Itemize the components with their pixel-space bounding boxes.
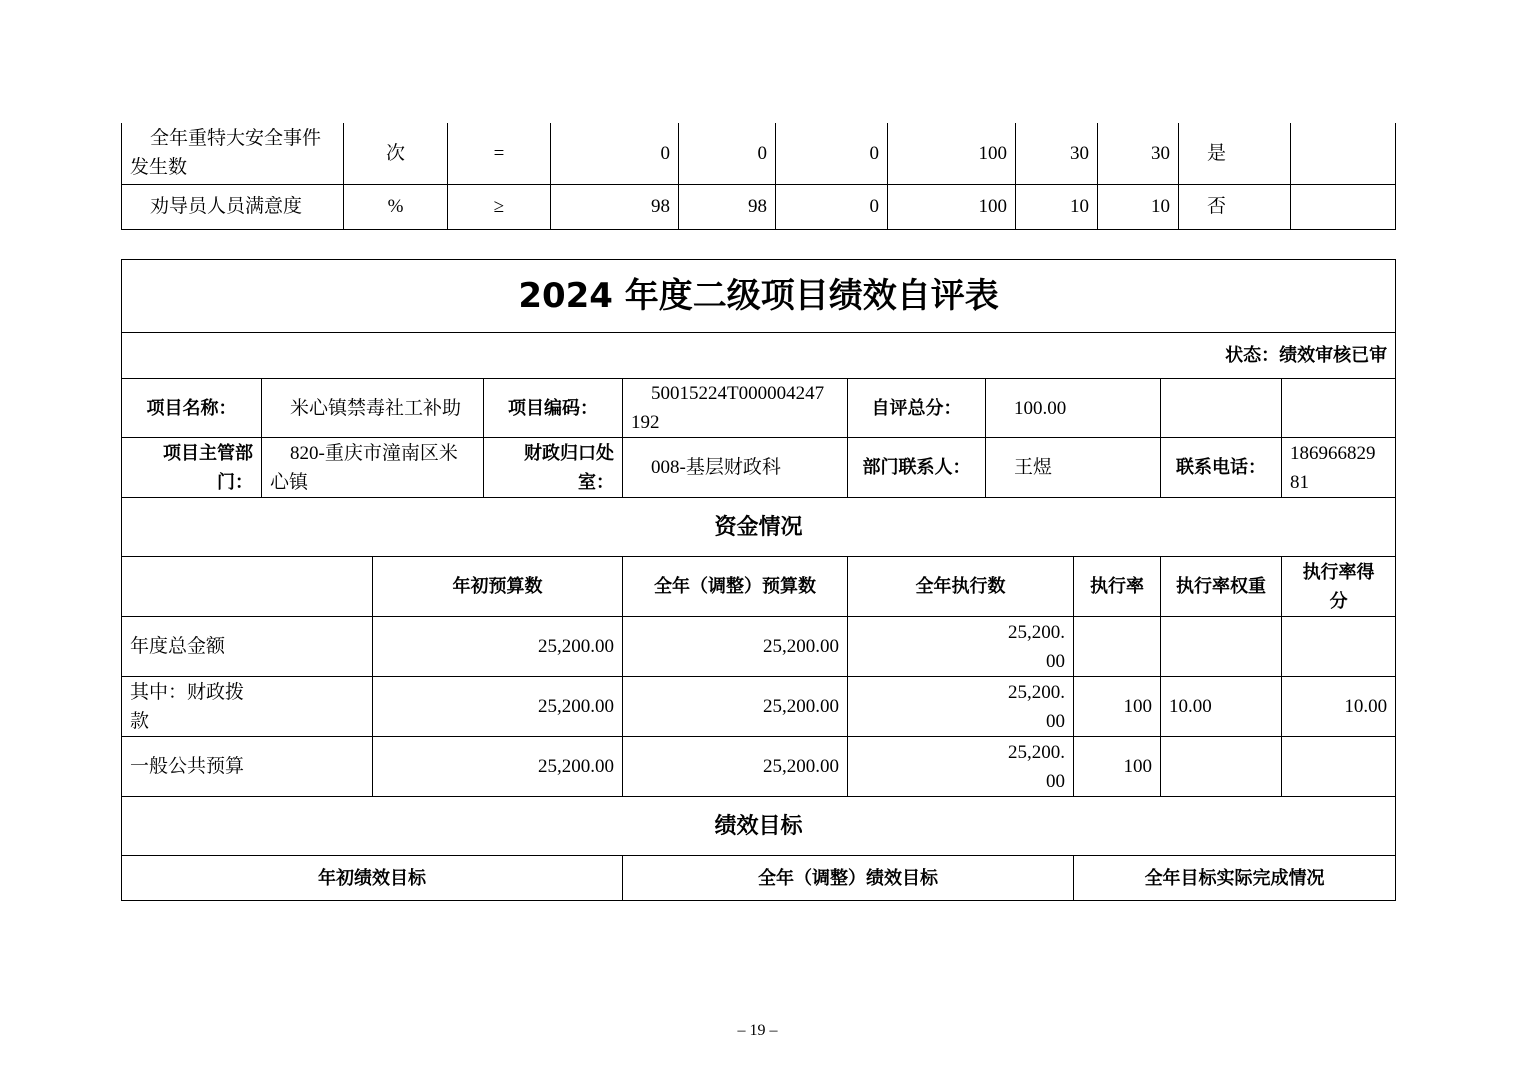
indicator-unit: 次 bbox=[344, 123, 448, 184]
indicator-value: 98 bbox=[679, 184, 776, 229]
indicator-value: 100 bbox=[888, 123, 1016, 184]
indicator-row bbox=[122, 184, 1396, 229]
column-header: 年初预算数 bbox=[373, 557, 623, 617]
funds-section-title: 资金情况 bbox=[122, 498, 1396, 557]
row-label: 一般公共预算 bbox=[122, 737, 373, 797]
indicator-value: 10 bbox=[1016, 184, 1098, 229]
indicator-blank bbox=[1291, 123, 1396, 184]
indicator-flag: 是 bbox=[1179, 123, 1291, 184]
indicator-blank bbox=[1291, 184, 1396, 229]
adjusted-budget: 25,200.00 bbox=[623, 617, 848, 677]
initial-budget: 25,200.00 bbox=[373, 677, 623, 737]
indicator-operator: = bbox=[448, 123, 551, 184]
dept-label: 项目主管部 门： bbox=[122, 438, 262, 498]
self-evaluation-table bbox=[121, 259, 1396, 901]
project-code-label: 项目编码： bbox=[484, 379, 623, 438]
indicator-flag: 否 bbox=[1179, 184, 1291, 229]
column-header: 全年执行数 bbox=[848, 557, 1074, 617]
blank-cell bbox=[122, 557, 373, 617]
row-label: 其中：财政拨 款 bbox=[122, 677, 373, 737]
blank-cell bbox=[1161, 379, 1282, 438]
page-number: – 19 – bbox=[737, 1022, 778, 1039]
indicator-value: 0 bbox=[776, 123, 888, 184]
contact-person: 王煜 bbox=[986, 438, 1161, 498]
phone-number: 186966829 81 bbox=[1282, 438, 1396, 498]
indicator-value: 30 bbox=[1098, 123, 1179, 184]
rate-weight: 10.00 bbox=[1161, 677, 1282, 737]
initial-budget: 25,200.00 bbox=[373, 737, 623, 797]
column-header: 全年（调整）绩效目标 bbox=[623, 856, 1074, 901]
column-header: 执行率得 分 bbox=[1282, 557, 1396, 617]
column-header: 全年目标实际完成情况 bbox=[1074, 856, 1396, 901]
execution-rate: 100 bbox=[1074, 677, 1161, 737]
adjusted-budget: 25,200.00 bbox=[623, 677, 848, 737]
project-name-label: 项目名称： bbox=[122, 379, 262, 438]
goals-header-row bbox=[122, 856, 1396, 901]
indicator-value: 10 bbox=[1098, 184, 1179, 229]
blank-cell bbox=[1282, 379, 1396, 438]
finance-office: 008-基层财政科 bbox=[623, 438, 848, 498]
rate-score bbox=[1282, 617, 1396, 677]
rate-weight bbox=[1161, 737, 1282, 797]
column-header: 年初绩效目标 bbox=[122, 856, 623, 901]
indicator-value: 30 bbox=[1016, 123, 1098, 184]
project-name: 米心镇禁毒社工补助 bbox=[262, 379, 484, 438]
execution-rate bbox=[1074, 617, 1161, 677]
row-label: 年度总金额 bbox=[122, 617, 373, 677]
execution-rate: 100 bbox=[1074, 737, 1161, 797]
indicator-value: 100 bbox=[888, 184, 1016, 229]
project-code: 50015224T000004247 192 bbox=[623, 379, 848, 438]
indicator-value: 0 bbox=[679, 123, 776, 184]
indicator-table bbox=[121, 123, 1396, 230]
rate-weight bbox=[1161, 617, 1282, 677]
executed-amount: 25,200. 00 bbox=[848, 737, 1074, 797]
column-header: 全年（调整）预算数 bbox=[623, 557, 848, 617]
indicator-value: 98 bbox=[551, 184, 679, 229]
finance-office-label: 财政归口处 室： bbox=[484, 438, 623, 498]
column-header: 执行率 bbox=[1074, 557, 1161, 617]
table-row bbox=[122, 677, 1396, 737]
department: 820-重庆市潼南区米 心镇 bbox=[262, 438, 484, 498]
phone-label: 联系电话： bbox=[1161, 438, 1282, 498]
table-row bbox=[122, 617, 1396, 677]
table-row bbox=[122, 737, 1396, 797]
adjusted-budget: 25,200.00 bbox=[623, 737, 848, 797]
self-score: 100.00 bbox=[986, 379, 1161, 438]
indicator-operator: ≥ bbox=[448, 184, 551, 229]
indicator-unit: % bbox=[344, 184, 448, 229]
executed-amount: 25,200. 00 bbox=[848, 617, 1074, 677]
indicator-name: 劝导员人员满意度 bbox=[122, 184, 344, 229]
contact-label: 部门联系人： bbox=[848, 438, 986, 498]
funds-header-row bbox=[122, 557, 1396, 617]
goals-section-title: 绩效目标 bbox=[122, 797, 1396, 856]
status-label: 状态：绩效审核已审 bbox=[122, 333, 1396, 379]
info-row bbox=[122, 379, 1396, 438]
executed-amount: 25,200. 00 bbox=[848, 677, 1074, 737]
info-row bbox=[122, 438, 1396, 498]
indicator-value: 0 bbox=[776, 184, 888, 229]
indicator-name: 全年重特大安全事件 发生数 bbox=[122, 123, 344, 184]
score-label: 自评总分： bbox=[848, 379, 986, 438]
rate-score: 10.00 bbox=[1282, 677, 1396, 737]
initial-budget: 25,200.00 bbox=[373, 617, 623, 677]
column-header: 执行率权重 bbox=[1161, 557, 1282, 617]
indicator-value: 0 bbox=[551, 123, 679, 184]
indicator-row bbox=[122, 123, 1396, 184]
page-title: 2024 年度二级项目绩效自评表 bbox=[122, 260, 1396, 333]
rate-score bbox=[1282, 737, 1396, 797]
